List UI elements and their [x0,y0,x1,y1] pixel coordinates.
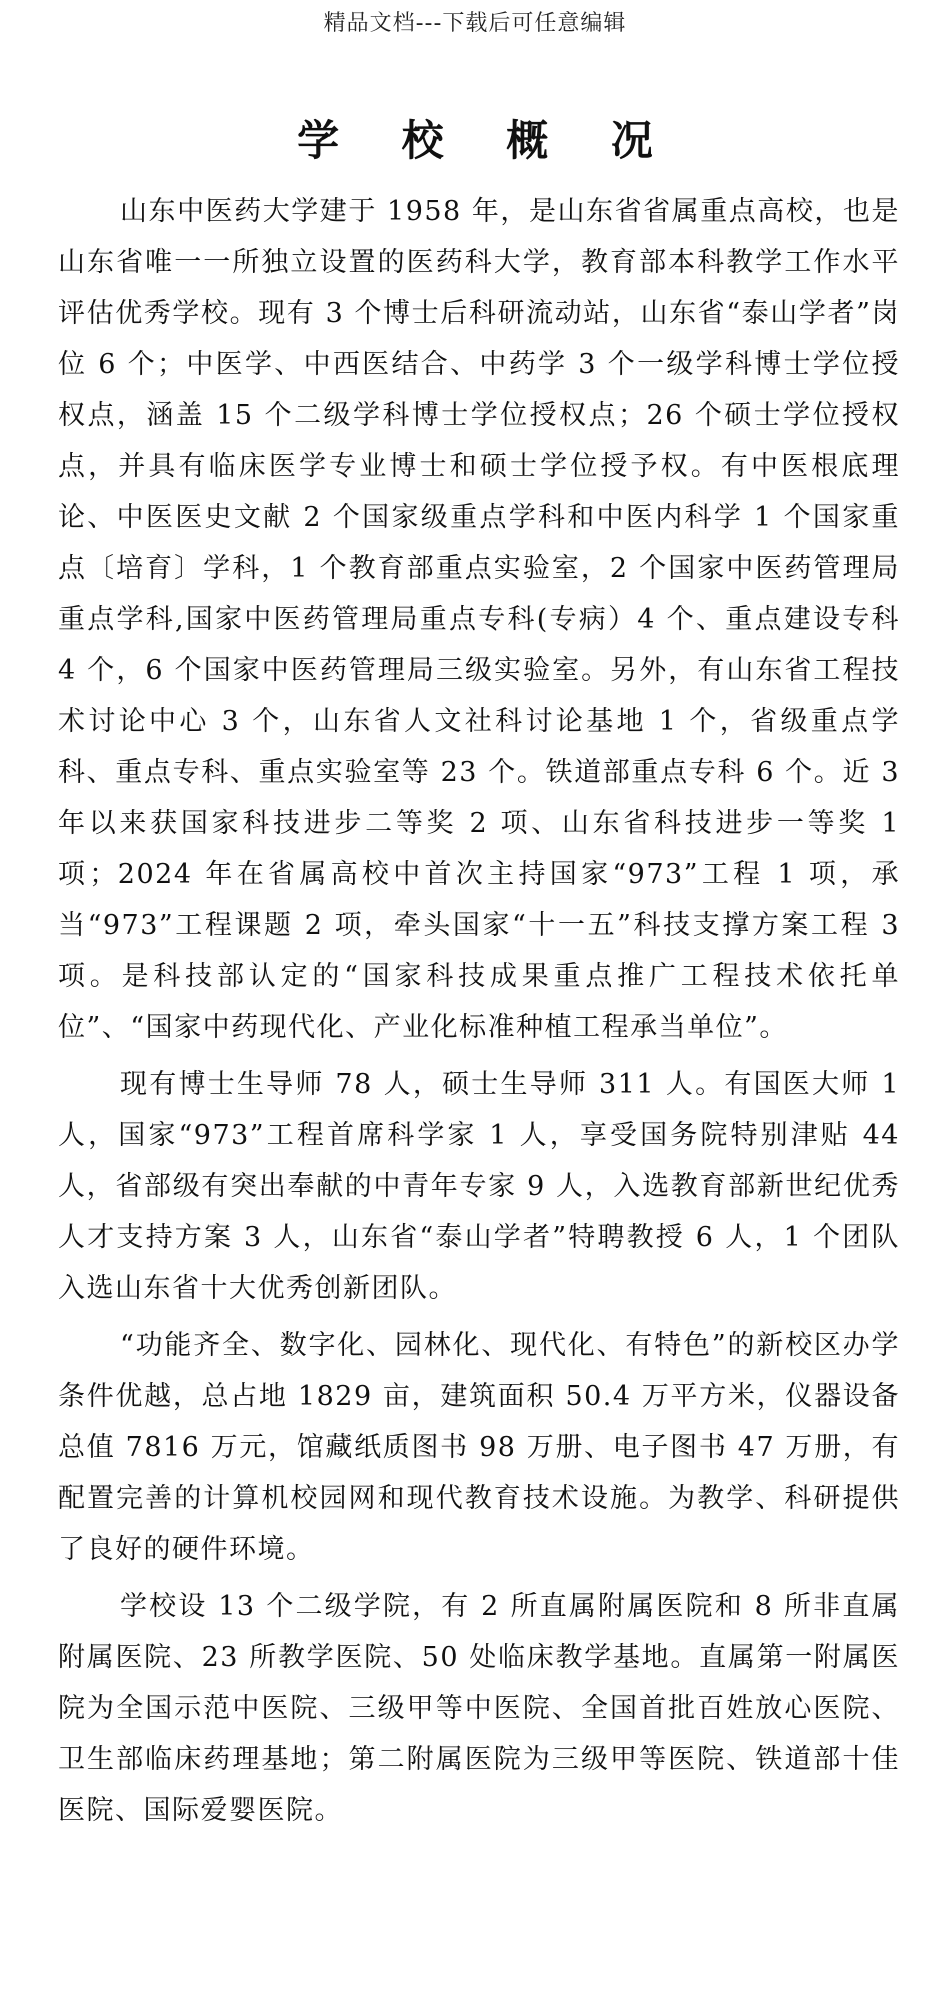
paragraph-hospitals: 学校设 13 个二级学院，有 2 所直属附属医院和 8 所非直属附属医院、23 所教学医院、50 处临床教学基地。直属第一附属医院为全国示范中医院、三级甲等中医院、全国首批百姓放心医院、卫生部临床药理基地；第二附属医院为三级甲等医院、铁道部十佳医院、国际爱婴医院。 [58,1591,900,1826]
page-title: 学 校 概 况 [297,116,677,165]
document-body [58,186,900,1836]
header-note: 精品文档---下载后可任意编辑 [323,11,627,36]
paragraph-campus: “功能齐全、数字化、园林化、现代化、有特色”的新校区办学条件优越，总占地 1829 亩，建筑面积 50.4 万平方米，仪器设备总值 7816 万元，馆藏纸质图书 98 万册、电子图书 47 万册，有配置完善的计算机校园网和现代教育技术设施。为教学、科研提供了良好的硬件环境。 [58,1330,900,1565]
paragraph-overview: 山东中医药大学建于 1958 年，是山东省省属重点高校，也是山东省唯一一所独立设置的医药科大学，教育部本科教学工作水平评估优秀学校。现有 3 个博士后科研流动站，山东省“泰山学者”岗位 6 个；中医学、中西医结合、中药学 3 个一级学科博士学位授权点，涵盖 15 个二级学科博士学位授权点；26 个硕士学位授权点，并具有临床医学专业博士和硕士学位授予权。有中医根底理论、中医医史文献 2 个国家级重点学科和中医内科学 1 个国家重点〔培育〕学科，1 个教育部重点实验室，2 个国家中医药管理局重点学科,国家中医药管理局重点专科(专病）4 个、重点建设专科 4 个，6 个国家中医药管理局三级实验室。另外，有山东省工程技术讨论中心 3 个，山东省人文社科讨论基地 1 个，省级重点学科、重点专科、重点实验室等 23 个。铁道部重点专科 6 个。近 3 年以来获国家科技进步二等奖 2 项、山东省科技进步一等奖 1 项；2024 年在省属高校中首次主持国家“973”工程 1 项，承当“973”工程课题 2 项，牵头国家“十一五”科技支撑方案工程 3 项。是科技部认定的“国家科技成果重点推广工程技术依托单位”、“国家中药现代化、产业化标准种植工程承当单位”。 [58,196,900,1043]
paragraph-faculty: 现有博士生导师 78 人，硕士生导师 311 人。有国医大师 1 人，国家“973”工程首席科学家 1 人，享受国务院特别津贴 44 人，省部级有突出奉献的中青年专家 9 人，入选教育部新世纪优秀人才支持方案 3 人，山东省“泰山学者”特聘教授 6 人，1 个团队入选山东省十大优秀创新团队。 [58,1069,900,1304]
